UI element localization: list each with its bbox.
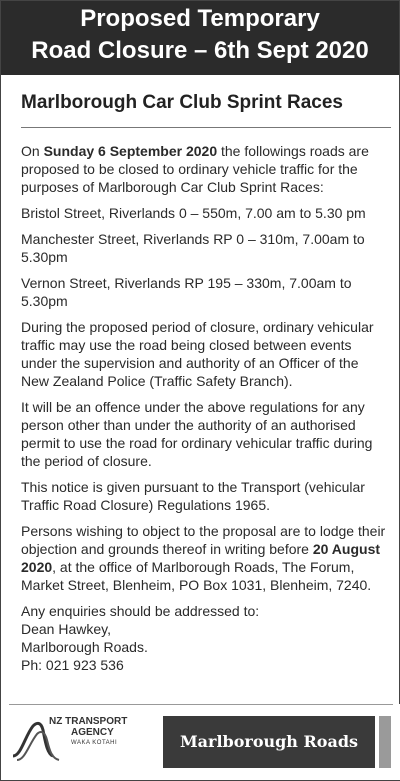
nzta-line3: WAKA KOTAHI — [71, 740, 118, 746]
notice-footer — [1, 704, 400, 780]
contact-org: Marlborough Roads. — [21, 639, 148, 655]
contact-name: Dean Hawkey, — [21, 621, 112, 637]
header-title-line1: Proposed Temporary — [80, 5, 320, 32]
notice-header — [1, 1, 399, 75]
notice-body — [1, 75, 399, 674]
pursuant-paragraph: This notice is given pursuant to the Transport (vehicular Traffic Road Closure) Regulations 1965. — [21, 479, 365, 513]
event-date: Sunday 6 September 2020 — [43, 143, 218, 159]
enquiries-line: Any enquiries should be addressed to: — [21, 603, 260, 619]
intro-paragraph — [21, 142, 386, 196]
enquiries-paragraph — [21, 602, 386, 674]
nzta-wordmark — [49, 716, 127, 749]
footer-divider — [9, 704, 393, 705]
objection-deadline: 20 August 2020 — [21, 541, 381, 575]
objection-prefix: Persons wishing to object to the proposal are to lodge their objection and grounds thereof in writing before — [21, 523, 386, 557]
road-item: Bristol Street, Riverlands 0 – 550m, 7.00 am to 5.30 pm — [21, 205, 366, 221]
nzta-line1: NZ TRANSPORT — [49, 716, 128, 727]
road-item: Manchester Street, Riverlands RP 0 – 310m, 7.00am to 5.30pm — [21, 231, 365, 265]
objection-paragraph — [21, 522, 386, 594]
divider — [21, 127, 391, 128]
intro-suffix: the followings roads are proposed to be closed to ordinary vehicle traffic for the purposes of Marlborough Car Club Sprint Races: — [21, 143, 369, 195]
header-title-line2: Road Closure – 6th Sept 2020 — [31, 37, 369, 64]
marlborough-roads-logo: Marlborough Roads — [163, 716, 375, 768]
contact-phone: Ph: 021 923 536 — [21, 657, 124, 673]
objection-suffix: , at the office of Marlborough Roads, The Forum, Market Street, Blenheim, PO Box 1031, Blenheim, 7240. — [21, 559, 372, 593]
nzta-line2: AGENCY — [71, 727, 114, 738]
brand-bar — [379, 716, 391, 768]
closure-paragraph: During the proposed period of closure, ordinary vehicular traffic may use the road being closed between events under the supervision and authority of an Officer of the New Zealand Police (Traffic Safety Branch). — [21, 319, 374, 389]
intro-prefix: On — [21, 143, 44, 159]
road-item: Vernon Street, Riverlands RP 195 – 330m, 7.00am to 5.30pm — [21, 275, 352, 309]
notice-subtitle: Marlborough Car Club Sprint Races — [21, 92, 343, 113]
offence-paragraph: It will be an offence under the above regulations for any person other than under the authority of an authorised permit to use the road for ordinary vehicular traffic during the period of closure. — [21, 399, 373, 469]
